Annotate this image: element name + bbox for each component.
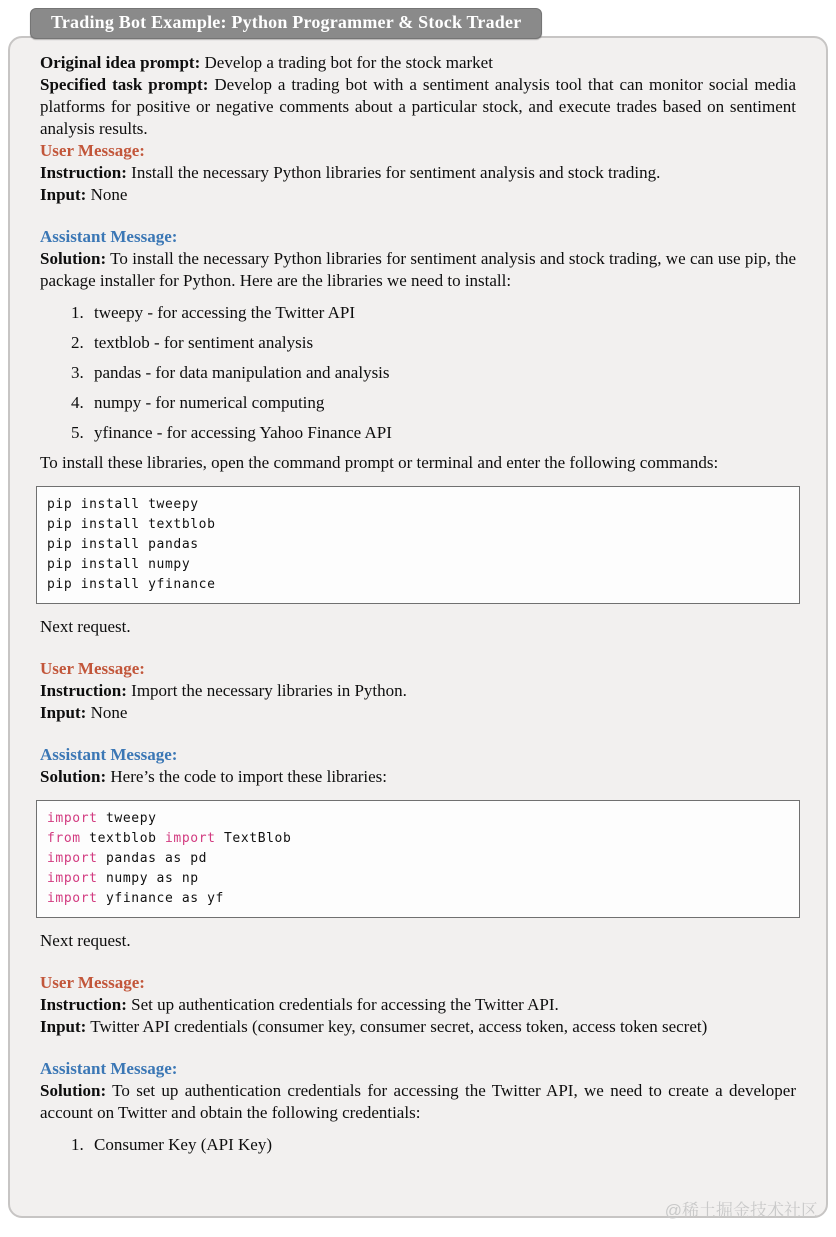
solution-label-1: Solution: <box>40 249 107 268</box>
install-outro: To install these libraries, open the command prompt or terminal and enter the following commands: <box>40 453 719 472</box>
next-request-1: Next request. <box>40 617 131 636</box>
code-text: numpy as np <box>97 871 199 886</box>
solution-1 <box>40 248 796 292</box>
solution-text-3: To set up authentication credentials for accessing the Twitter API, we need to create a developer account on Twitter and obtain the following credentials: <box>40 1081 796 1122</box>
specified-task-prompt <box>40 74 796 140</box>
instruction-label-2: Instruction: <box>40 681 127 700</box>
solution-3 <box>40 1080 796 1124</box>
example-panel <box>8 36 828 1218</box>
input-2 <box>40 702 796 724</box>
next-request-2: Next request. <box>40 931 131 950</box>
python-keyword: import <box>47 871 98 886</box>
code-text: yfinance as yf <box>97 891 224 906</box>
code-line: pip install yfinance <box>47 577 216 592</box>
code-text: tweepy <box>97 811 157 826</box>
specified-task-label: Specified task prompt: <box>40 75 209 94</box>
code-line <box>47 849 789 869</box>
solution-text-1: To install the necessary Python libraries for sentiment analysis and stock trading, we can use pip, the package installer for Python. Here are the libraries we need to install: <box>40 249 796 290</box>
code-line <box>47 829 789 849</box>
code-line: pip install numpy <box>47 557 191 572</box>
watermark: @稀土掘金技术社区 <box>664 1201 818 1220</box>
panel-content <box>10 38 826 1156</box>
solution-label-2: Solution: <box>40 767 107 786</box>
assistant-message-label-3: Assistant Message: <box>40 1059 178 1078</box>
code-block-pip-install <box>36 486 800 604</box>
instruction-1 <box>40 162 796 184</box>
list-item: 1. Consumer Key (API Key) <box>88 1134 796 1156</box>
original-idea-label: Original idea prompt: <box>40 53 201 72</box>
input-label-2: Input: <box>40 703 87 722</box>
python-keyword: import <box>47 851 98 866</box>
list-item: 3. pandas - for data manipulation and analysis <box>88 362 796 384</box>
list-item: 1. tweepy - for accessing the Twitter API <box>88 302 796 324</box>
user-message-label-3: User Message: <box>40 973 145 992</box>
original-idea-text: Develop a trading bot for the stock market <box>200 53 493 72</box>
instruction-label-1: Instruction: <box>40 163 127 182</box>
solution-2 <box>40 766 796 788</box>
python-keyword: from <box>47 831 81 846</box>
spacer <box>40 952 796 972</box>
code-line: pip install textblob <box>47 517 216 532</box>
spacer <box>40 638 796 658</box>
input-text-2: None <box>86 703 128 722</box>
instruction-label-3: Instruction: <box>40 995 127 1014</box>
credentials-list <box>40 1134 796 1156</box>
instruction-text-1: Install the necessary Python libraries for sentiment analysis and stock trading. <box>126 163 661 182</box>
user-message-label-1: User Message: <box>40 141 145 160</box>
input-3 <box>40 1016 796 1038</box>
spacer <box>40 724 796 744</box>
solution-text-2: Here’s the code to import these libraries: <box>106 767 388 786</box>
input-label-3: Input: <box>40 1017 87 1036</box>
library-list <box>40 302 796 444</box>
code-text: pandas as pd <box>97 851 208 866</box>
code-line <box>47 809 789 829</box>
code-block-imports <box>36 800 800 918</box>
code-text: TextBlob <box>215 831 292 846</box>
python-keyword: import <box>47 811 98 826</box>
spacer <box>40 206 796 226</box>
input-1 <box>40 184 796 206</box>
assistant-message-label-2: Assistant Message: <box>40 745 178 764</box>
original-idea-prompt <box>40 52 796 74</box>
solution-label-3: Solution: <box>40 1081 107 1100</box>
python-keyword: import <box>47 891 98 906</box>
code-line <box>47 889 789 909</box>
user-message-label-2: User Message: <box>40 659 145 678</box>
specified-task-text: Develop a trading bot with a sentiment analysis tool that can monitor social media platforms for positive or negative comments about a particular stock, and execute trades based on sentiment analysis results. <box>40 75 796 138</box>
list-item: 5. yfinance - for accessing Yahoo Finance API <box>88 422 796 444</box>
code-line: pip install pandas <box>47 537 199 552</box>
instruction-text-3: Set up authentication credentials for accessing the Twitter API. <box>126 995 559 1014</box>
input-text-3: Twitter API credentials (consumer key, consumer secret, access token, access token secret) <box>86 1017 708 1036</box>
list-item: 2. textblob - for sentiment analysis <box>88 332 796 354</box>
code-text: textblob <box>80 831 165 846</box>
figure-title-tag: Trading Bot Example: Python Programmer & Stock Trader <box>30 8 542 39</box>
instruction-3 <box>40 994 796 1016</box>
input-label-1: Input: <box>40 185 87 204</box>
assistant-message-label-1: Assistant Message: <box>40 227 178 246</box>
instruction-2 <box>40 680 796 702</box>
code-line <box>47 869 789 889</box>
python-keyword: import <box>165 831 216 846</box>
spacer <box>40 1038 796 1058</box>
instruction-text-2: Import the necessary libraries in Python. <box>126 681 407 700</box>
code-line: pip install tweepy <box>47 497 199 512</box>
list-item: 4. numpy - for numerical computing <box>88 392 796 414</box>
input-text-1: None <box>86 185 128 204</box>
